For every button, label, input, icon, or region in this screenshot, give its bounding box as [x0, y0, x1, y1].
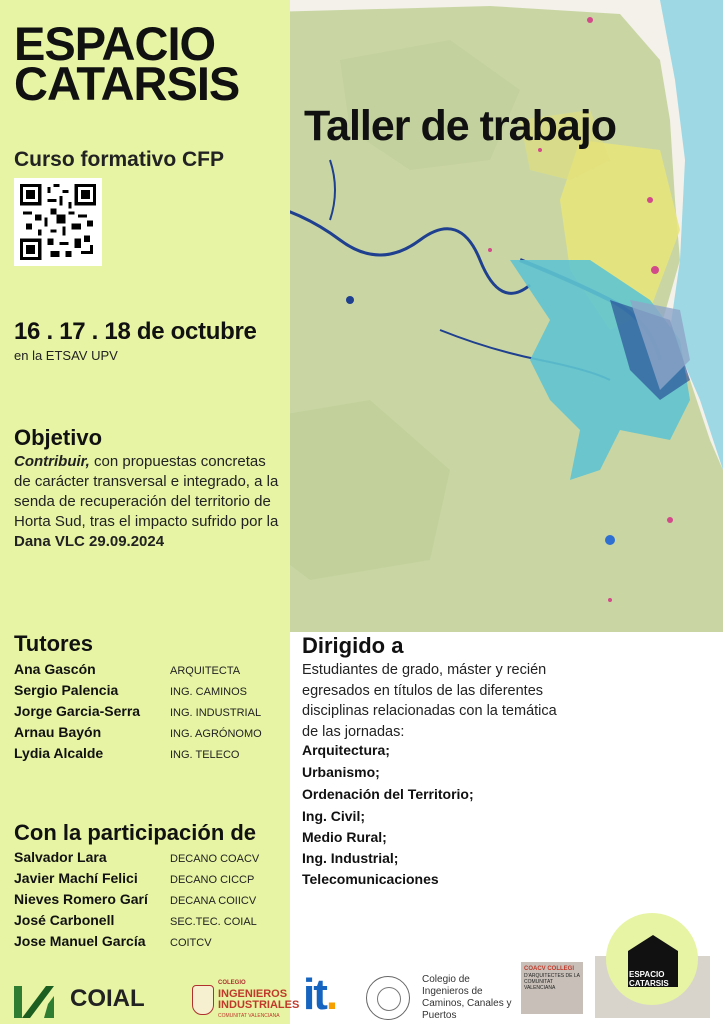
tutor-role: ING. TELECO	[170, 749, 240, 761]
discipline-item: Arquitectura;	[302, 742, 390, 758]
tutor-name: Sergio Palencia	[14, 682, 119, 698]
brand-line-1: ESPACIO	[14, 17, 216, 70]
crest-icon	[192, 985, 214, 1015]
participant-name: Salvador Lara	[14, 849, 107, 865]
industriales-sub: COMUNITAT VALENCIANA	[218, 1013, 280, 1019]
qr-code-icon	[20, 184, 96, 260]
industriales-text	[218, 978, 308, 1022]
event-venue: en la ETSAV UPV	[14, 348, 118, 363]
tutor-row	[14, 661, 289, 682]
ec-line-2: CATARSIS	[629, 979, 669, 988]
tutor-row	[14, 745, 289, 766]
tutores-heading: Tutores	[14, 631, 94, 656]
participant-role: SEC.TEC. COIAL	[170, 916, 257, 928]
tutor-role: ING. CAMINOS	[170, 686, 248, 698]
tutor-name: Lydia Alcalde	[14, 745, 104, 761]
qr-code[interactable]	[14, 178, 102, 266]
discipline-item: Telecomunicaciones	[302, 871, 439, 887]
participant-name: José Carbonell	[14, 912, 115, 928]
objetivo-lead: Contribuir,	[14, 453, 90, 470]
participant-role: DECANA COIICV	[170, 895, 257, 907]
discipline-item: Ing. Civil;	[302, 808, 365, 824]
coacv-logo	[521, 962, 583, 1014]
tutor-name: Jorge Garcia-Serra	[14, 703, 141, 719]
discipline-item: Medio Rural;	[302, 829, 387, 845]
industriales-main: INGENIEROS INDUSTRIALES	[218, 988, 300, 1011]
coial-mark-icon	[14, 980, 62, 1018]
dirigido-heading: Dirigido a	[302, 633, 404, 658]
tutor-role: ING. INDUSTRIAL	[170, 707, 262, 719]
participant-name: Nieves Romero Garí	[14, 891, 148, 907]
discipline-item: Urbanismo;	[302, 764, 380, 780]
participacion-heading: Con la participación de	[14, 820, 257, 845]
dirigido-text: Estudiantes de grado, máster y recién egresados en títulos de las diferentes disciplinas relacionadas con la temática de las jornadas:	[302, 662, 557, 740]
it-text: it	[303, 970, 326, 1019]
coacv-line-1: COACV COLLEGI	[524, 966, 575, 972]
participant-name: Javier Machí Felici	[14, 870, 138, 886]
course-subtitle: Curso formativo CFP	[14, 148, 225, 171]
it-dot: .	[325, 970, 337, 1019]
it-logo	[303, 970, 336, 1020]
seal-icon	[366, 976, 410, 1020]
participant-row	[14, 933, 289, 954]
participant-role: DECANO COACV	[170, 853, 260, 865]
ciccp-text: Colegio de Ingenieros de Caminos, Canales y Puertos	[422, 974, 512, 1021]
participant-row	[14, 870, 289, 891]
participant-role: COITCV	[170, 937, 212, 949]
participacion-list	[14, 849, 289, 954]
brand-title	[14, 17, 240, 110]
espacio-catarsis-logo-text	[629, 970, 669, 988]
tutor-row	[14, 703, 289, 724]
participant-row	[14, 849, 289, 870]
brand-line-2: CATARSIS	[14, 57, 240, 110]
tutor-name: Arnau Bayón	[14, 724, 102, 740]
objetivo-heading: Objetivo	[14, 425, 103, 450]
discipline-item: Ing. Industrial;	[302, 850, 399, 866]
participant-role: DECANO CICCP	[170, 874, 255, 886]
ec-line-1: ESPACIO	[629, 970, 665, 979]
industriales-logo	[192, 978, 308, 1022]
ciccp-logo	[366, 974, 514, 1022]
tutor-role: ARQUITECTA	[170, 665, 241, 677]
tutor-name: Ana Gascón	[14, 661, 96, 677]
industriales-small: COLEGIO	[218, 980, 246, 986]
tutor-row	[14, 724, 289, 745]
participant-name: Jose Manuel García	[14, 933, 146, 949]
tutor-row	[14, 682, 289, 703]
objetivo-text	[14, 452, 284, 552]
discipline-item: Ordenación del Territorio;	[302, 786, 474, 802]
poster-title: Taller de trabajo	[304, 102, 616, 150]
tutores-list	[14, 661, 289, 766]
participant-row	[14, 912, 289, 933]
event-dates: 16 . 17 . 18 de octubre	[14, 318, 257, 345]
tutor-role: ING. AGRÓNOMO	[170, 728, 262, 740]
objetivo-body: con propuestas concretas de carácter transversal e integrado, a la senda de recuperación del territorio de Horta Sud, tras el impacto sufrido por la	[14, 453, 279, 530]
coial-text: COIAL	[70, 985, 145, 1012]
coial-logo	[14, 980, 145, 1018]
objetivo-highlight: Dana VLC 29.09.2024	[14, 533, 165, 550]
participant-row	[14, 891, 289, 912]
coacv-line-2: D'ARQUITECTES DE LA COMUNITAT VALENCIANA	[524, 973, 580, 991]
